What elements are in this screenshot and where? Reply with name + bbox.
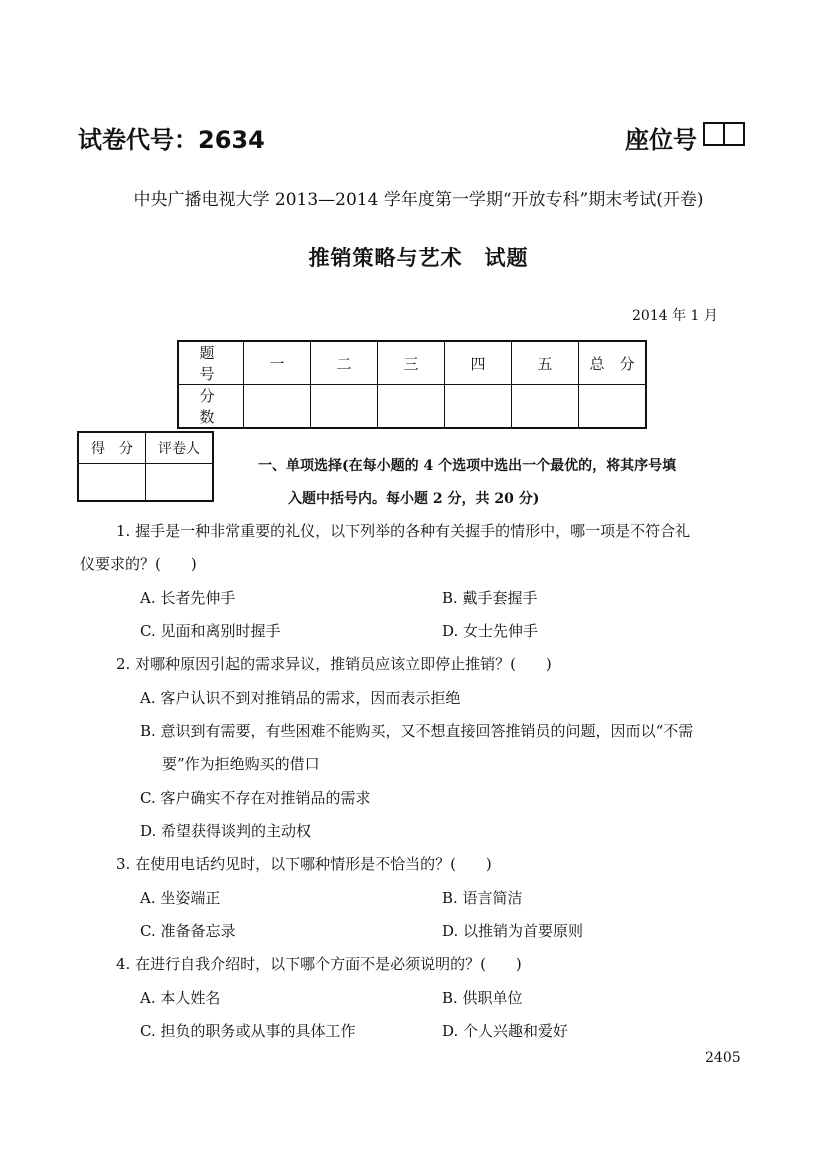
score-table-column: 四 xyxy=(445,341,512,385)
question-4-option-a: A. 本人姓名 xyxy=(140,989,221,1007)
question-3-option-c: C. 准备备忘录 xyxy=(140,922,236,940)
exam-subtitle: 中央广播电视大学 2013—2014 学年度第一学期“开放专科”期末考试(开卷) xyxy=(133,190,704,210)
question-1-option-c: C. 见面和离别时握手 xyxy=(140,622,281,640)
question-3-option-b: B. 语言简洁 xyxy=(442,889,523,907)
score-cell xyxy=(579,385,647,429)
score-table-row-label: 分 数 xyxy=(178,385,244,429)
paper-code-label: 试卷代号：2634 xyxy=(78,126,265,154)
section-heading-line-1: 一、单项选择(在每小题的 4 个选项中选出一个最优的，将其序号填 xyxy=(258,458,677,474)
score-cell xyxy=(445,385,512,429)
question-2-option-d: D. 希望获得谈判的主动权 xyxy=(140,822,312,840)
question-2-option-b: B. 意识到有需要，有些困难不能购买，又不想直接回答推销员的问题，因而以“不需 xyxy=(140,722,694,740)
question-1-option-a: A. 长者先伸手 xyxy=(140,589,236,607)
score-cell xyxy=(512,385,579,429)
seat-box-2 xyxy=(723,122,745,146)
question-3-option-d: D. 以推销为首要原则 xyxy=(442,922,584,940)
question-1-option-b: B. 戴手套握手 xyxy=(442,589,538,607)
page-number: 2405 xyxy=(705,1050,741,1066)
score-table-score-row xyxy=(178,385,646,429)
question-2-option-b-cont: 要”作为拒绝购买的借口 xyxy=(162,755,320,773)
grader-table-header-row xyxy=(78,432,213,464)
seat-number-label: 座位号 xyxy=(625,126,697,154)
score-table-column: 三 xyxy=(378,341,445,385)
score-table xyxy=(177,340,647,429)
exam-date: 2014 年 1 月 xyxy=(632,308,718,324)
exam-title: 推销策略与艺术 试题 xyxy=(308,245,529,270)
score-table-row-label: 题 号 xyxy=(178,341,244,385)
question-1-stem-cont: 仪要求的？( ) xyxy=(80,555,197,573)
grader-score-cell xyxy=(78,464,146,502)
grader-table xyxy=(77,431,214,502)
question-3-stem: 3. 在使用电话约见时，以下哪种情形是不恰当的？( ) xyxy=(116,855,492,873)
question-3-option-a: A. 坐姿端正 xyxy=(140,889,221,907)
grader-table-blank-row xyxy=(78,464,213,502)
seat-box-1 xyxy=(703,122,725,146)
score-table-column: 二 xyxy=(311,341,378,385)
question-1-stem: 1. 握手是一种非常重要的礼仪，以下列举的各种有关握手的情形中，哪一项是不符合礼 xyxy=(116,522,691,540)
score-cell xyxy=(378,385,445,429)
question-1-option-d: D. 女士先伸手 xyxy=(442,622,539,640)
question-4-option-c: C. 担负的职务或从事的具体工作 xyxy=(140,1022,356,1040)
score-table-column: 总 分 xyxy=(579,341,647,385)
score-cell xyxy=(244,385,311,429)
grader-table-score-header: 得 分 xyxy=(78,432,146,464)
section-heading-line-2: 入题中括号内。每小题 2 分，共 20 分) xyxy=(288,491,540,507)
seat-number-boxes xyxy=(703,122,745,146)
question-4-option-d: D. 个人兴趣和爱好 xyxy=(442,1022,569,1040)
score-table-header-row xyxy=(178,341,646,385)
question-4-option-b: B. 供职单位 xyxy=(442,989,523,1007)
question-4-stem: 4. 在进行自我介绍时，以下哪个方面不是必须说明的？( ) xyxy=(116,955,522,973)
question-2-option-a: A. 客户认识不到对推销品的需求，因而表示拒绝 xyxy=(140,689,461,707)
question-2-option-c: C. 客户确实不存在对推销品的需求 xyxy=(140,789,371,807)
score-cell xyxy=(311,385,378,429)
score-table-column: 五 xyxy=(512,341,579,385)
question-2-stem: 2. 对哪种原因引起的需求异议，推销员应该立即停止推销？( ) xyxy=(116,655,552,673)
grader-name-cell xyxy=(146,464,214,502)
score-table-column: 一 xyxy=(244,341,311,385)
grader-table-grader-header: 评卷人 xyxy=(146,432,214,464)
